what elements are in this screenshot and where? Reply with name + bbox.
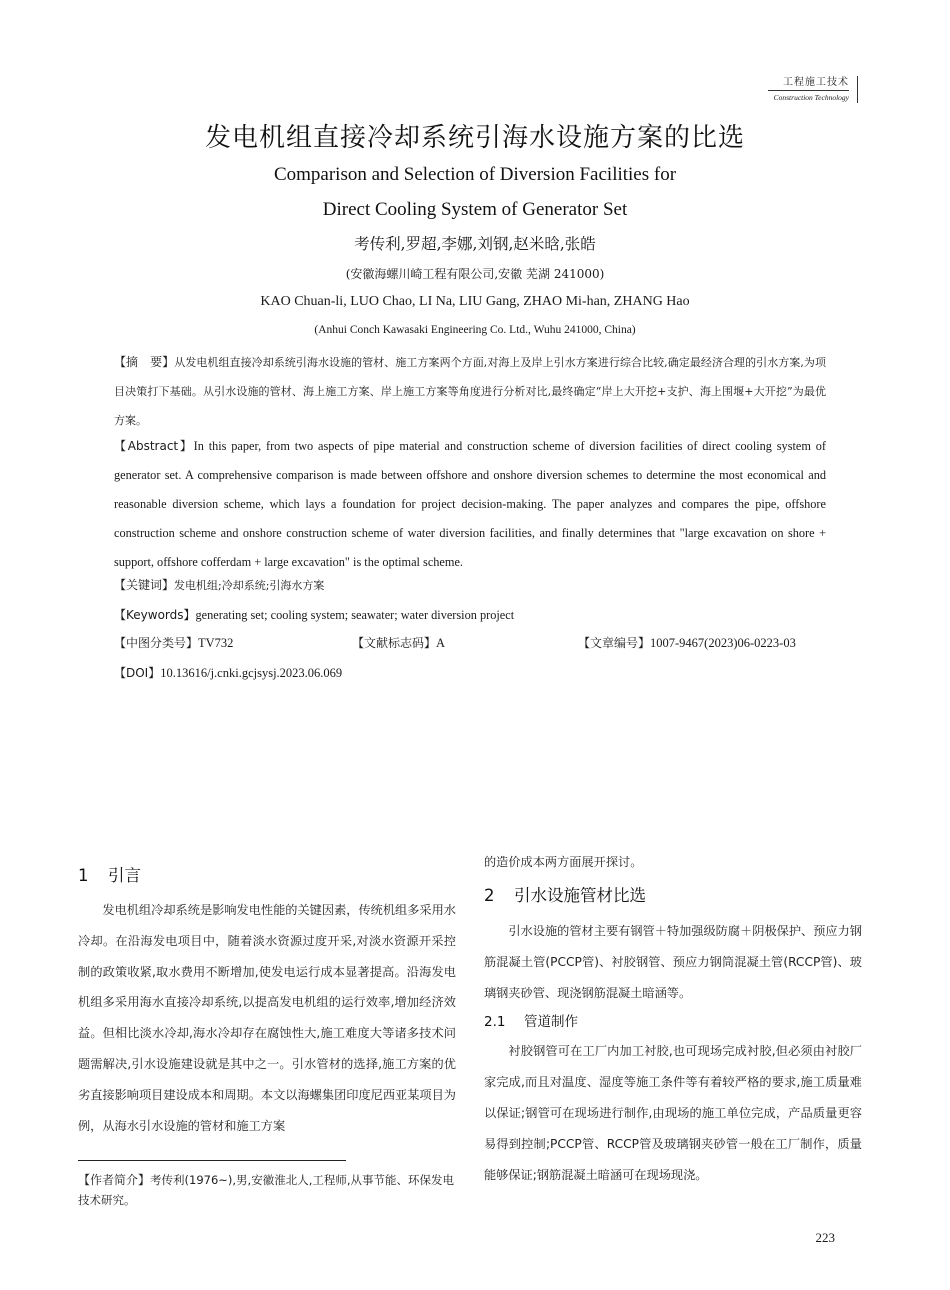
keywords-cn — [114, 575, 826, 596]
section-2-number: 2 — [484, 886, 495, 905]
keywords-cn-text: 发电机组;冷却系统;引海水方案 — [174, 579, 325, 592]
keywords-en — [114, 605, 826, 625]
keywords-en-label: 【Keywords】 — [114, 608, 196, 622]
doc-code-label: 【文献标志码】 — [352, 636, 437, 650]
doi-value: 10.13616/j.cnki.gcjsysj.2023.06.069 — [160, 666, 343, 680]
affiliation-en: (Anhui Conch Kawasaki Engineering Co. Ltd., Wuhu 241000, China) — [314, 324, 636, 336]
section-2-1-number: 2.1 — [484, 1014, 506, 1031]
doc-code-item — [352, 634, 445, 651]
title-cn: 发电机组直接冷却系统引海水设施方案的比选 — [204, 123, 745, 153]
section-2-1-paragraph: 衬胶钢管可在工厂内加工衬胶,也可现场完成衬胶,但必须由衬胶厂家完成,而且对温度、湿度等施工条件等有着较严格的要求,施工质量难以保证;钢管可在现场进行制作,由现场的施工单位完成，产品质量更容易得到控制;PCCP管、RCCP管及玻璃钢夹砂管一般在工厂制作，质量能够保证;钢筋混凝土暗涵可在现场现浇。 — [484, 1044, 862, 1182]
section-1-heading — [78, 862, 141, 886]
classification-row — [114, 634, 826, 654]
footnote-text: 考传利(1976~),男,安徽淮北人,工程师,从事节能、环保发电技术研究。 — [78, 1173, 455, 1207]
clc-label: 【中图分类号】 — [114, 636, 199, 650]
clc-value: TV732 — [198, 636, 234, 650]
keywords-en-text: generating set; cooling system; seawater; water diversion project — [195, 608, 515, 622]
affiliation-cn: (安徽海螺川崎工程有限公司,安徽 芜湖 241000) — [345, 267, 605, 281]
journal-header — [658, 76, 858, 103]
abstract-cn-text: 从发电机组直接冷却系统引海水设施的管材、施工方案两个方面,对海上及岸上引水方案进行综合比较,确定最经济合理的引水方案,为项目决策打下基础。从引水设施的管材、海上施工方案、岸上施工方案等角度进行分析对比,最终确定“岸上大开挖+支护、海上围堰+大开挖”为最优方案。 — [114, 356, 826, 427]
section-1-title: 引言 — [108, 866, 141, 885]
title-en-line2: Direct Cooling System of Generator Set — [322, 199, 628, 220]
clc-item — [114, 634, 233, 651]
article-no-label: 【文章编号】 — [578, 636, 651, 650]
section-2-heading — [484, 882, 862, 910]
journal-name-cn: 工程施工技术 — [783, 77, 849, 88]
left-column — [78, 895, 456, 1141]
section-2-paragraph: 引水设施的管材主要有钢管＋特加强级防腐＋阴极保护、预应力钢筋混凝土管(PCCP管)、衬胶钢管、预应力钢筒混凝土管(RCCP管)、玻璃钢夹砂管、现浇钢筋混凝土暗涵等。 — [484, 924, 862, 1000]
article-no-value: 1007-9467(2023)06-0223-03 — [650, 636, 796, 650]
title-en-line1: Comparison and Selection of Diversion Facilities for — [273, 164, 677, 185]
article-no-item — [578, 634, 796, 651]
authors-en: KAO Chuan-li, LUO Chao, LI Na, LIU Gang, ZHAO Mi-han, ZHANG Hao — [260, 294, 690, 309]
section-1-number: 1 — [78, 866, 89, 885]
footnote-label: 【作者简介】 — [78, 1173, 151, 1187]
footnote-rule — [78, 1160, 346, 1161]
section-2-1-title: 管道制作 — [524, 1014, 578, 1031]
section-2-title: 引水设施管材比选 — [514, 886, 646, 905]
abstract-en-text: In this paper, from two aspects of pipe material and construction scheme of diversion facilities of direct cooling system of generator set. A comprehensive comparison is made between offshore and onshore diversion schemes to determine the most economical and reasonable diversion scheme, which lays a foundation for project decision-making. The paper analyzes and compares the pipe, offshore construction scheme and onshore construction scheme of water diversion facilities, and finally determines that "large excavation on shore + support, offshore cofferdam + large excavation" is the optimal scheme. — [114, 439, 826, 569]
section-1-paragraph: 发电机组冷却系统是影响发电性能的关键因素，传统机组多采用水冷却。在沿海发电项目中，随着淡水资源过度开采,对淡水资源开采控制的政策收紧,取水费用不断增加,使发电运行成本显著提高。沿海发电机组多采用海水直接冷却系统,以提高发电机组的运行效率,增加经济效益。但相比淡水冷却,海水冷却存在腐蚀性大,施工难度大等诸多技术问题需解决,引水设施建设就是其中之一。引水管材的选择,施工方案的优劣直接影响项目建设成本和周期。本文以海螺集团印度尼西亚某项目为例，从海水引水设施的管材和施工方案 — [78, 903, 456, 1133]
abstract-en — [114, 432, 826, 577]
author-footnote — [78, 1170, 456, 1210]
page-number: 223 — [815, 1230, 835, 1245]
doi — [114, 663, 826, 683]
section-1-continuation: 的造价成本两方面展开探讨。 — [484, 855, 643, 869]
doc-code-value: A — [436, 636, 446, 650]
authors-cn: 考传利,罗超,李娜,刘钢,赵米晗,张皓 — [354, 235, 596, 253]
right-column — [484, 848, 862, 1190]
abstract-en-label: 【Abstract】 — [114, 439, 194, 453]
journal-name-en: Construction Technology — [768, 90, 849, 103]
doi-label: 【DOI】 — [114, 666, 161, 680]
abstract-cn-label: 【摘 要】 — [114, 355, 175, 369]
abstract-cn — [114, 348, 826, 435]
keywords-cn-label: 【关键词】 — [114, 578, 175, 592]
section-2-1-heading — [484, 1008, 862, 1036]
